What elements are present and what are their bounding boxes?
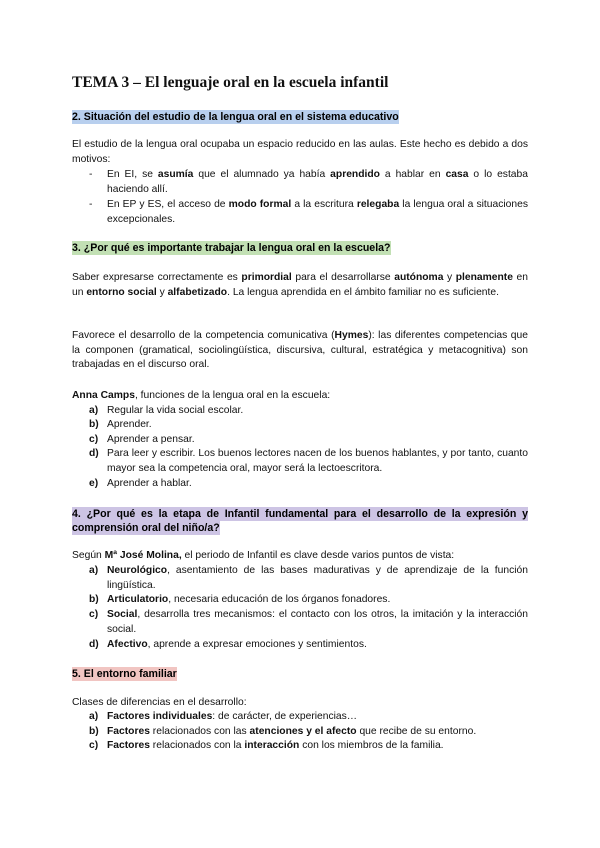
section-2-bullet-1: - En EI, se asumía que el alumnado ya había aprendido a hablar en casa o lo estaba haciendo allí. (89, 169, 528, 195)
list-item: e) Aprender a hablar. (89, 478, 192, 489)
section-3-heading: 3. ¿Por qué es importante trabajar la lengua oral en la escuela? (72, 242, 391, 254)
list-item: d) Afectivo, aprende a expresar emociones y sentimientos. (89, 639, 367, 650)
list-item: a) Factores individuales: de carácter, de experiencias… (89, 711, 358, 722)
section-4-intro: Según Mª José Molina, el periodo de Infantil es clave desde varios puntos de vista: (72, 550, 455, 561)
section-3-paragraph-1: Saber expresarse correctamente es primordial para el desarrollarse autónoma y plenamente en un entorno social y alfabetizado. La lengua aprendida en el ámbito familiar no es suficiente. (72, 272, 528, 298)
section-2-intro: El estudio de la lengua oral ocupaba un espacio reducido en las aulas. Este hecho es debido a dos motivos: (72, 139, 528, 165)
list-item: b) Aprender. (89, 419, 152, 430)
list-item: d) Para leer y escribir. Los buenos lectores nacen de los buenos hablantes, y por tanto, cuanto mayor sea la competencia oral, mayor será la lectoescritora. (89, 448, 528, 474)
section-4-heading-line-1: 4. ¿Por qué es la etapa de Infantil fundamental para el desarrollo de la expresión y (72, 508, 528, 520)
section-3-paragraph-3: Anna Camps, funciones de la lengua oral en la escuela: (72, 390, 331, 401)
list-item: c) Aprender a pensar. (89, 434, 195, 445)
list-item: a) Neurológico, asentamiento de las bases madurativas y de aprendizaje de la función lingüística. (89, 565, 528, 591)
section-3-paragraph-2: Favorece el desarrollo de la competencia comunicativa (Hymes): las diferentes competencias que la componen (gramatical, sociolingüística, discursiva, cultural, estratégica y metacognitiva) son trabajadas en el discurso oral. (72, 330, 528, 371)
section-5-intro: Clases de diferencias en el desarrollo: (72, 697, 247, 708)
dash-marker: - (89, 169, 93, 180)
list-item: c) Social, desarrolla tres mecanismos: el contacto con los otros, la imitación y la interacción social. (89, 609, 528, 635)
section-2-heading: 2. Situación del estudio de la lengua oral en el sistema educativo (72, 111, 399, 123)
list-item: c) Factores relacionados con la interacción con los miembros de la familia. (89, 740, 444, 751)
section-5-heading: 5. El entorno familiar (72, 668, 177, 680)
list-item: b) Factores relacionados con las atenciones y el afecto que recibe de su entorno. (89, 726, 477, 737)
list-item: a) Regular la vida social escolar. (89, 405, 244, 416)
section-2-bullet-2: - En EP y ES, el acceso de modo formal a la escritura relegaba la lengua oral a situaciones excepcionales. (89, 199, 528, 225)
dash-marker: - (89, 199, 93, 210)
section-4-heading-line-2: comprensión oral del niño/a? (72, 522, 220, 534)
document-title: TEMA 3 – El lenguaje oral en la escuela infantil (72, 74, 389, 91)
list-item: b) Articulatorio, necesaria educación de los órganos fonadores. (89, 594, 391, 605)
